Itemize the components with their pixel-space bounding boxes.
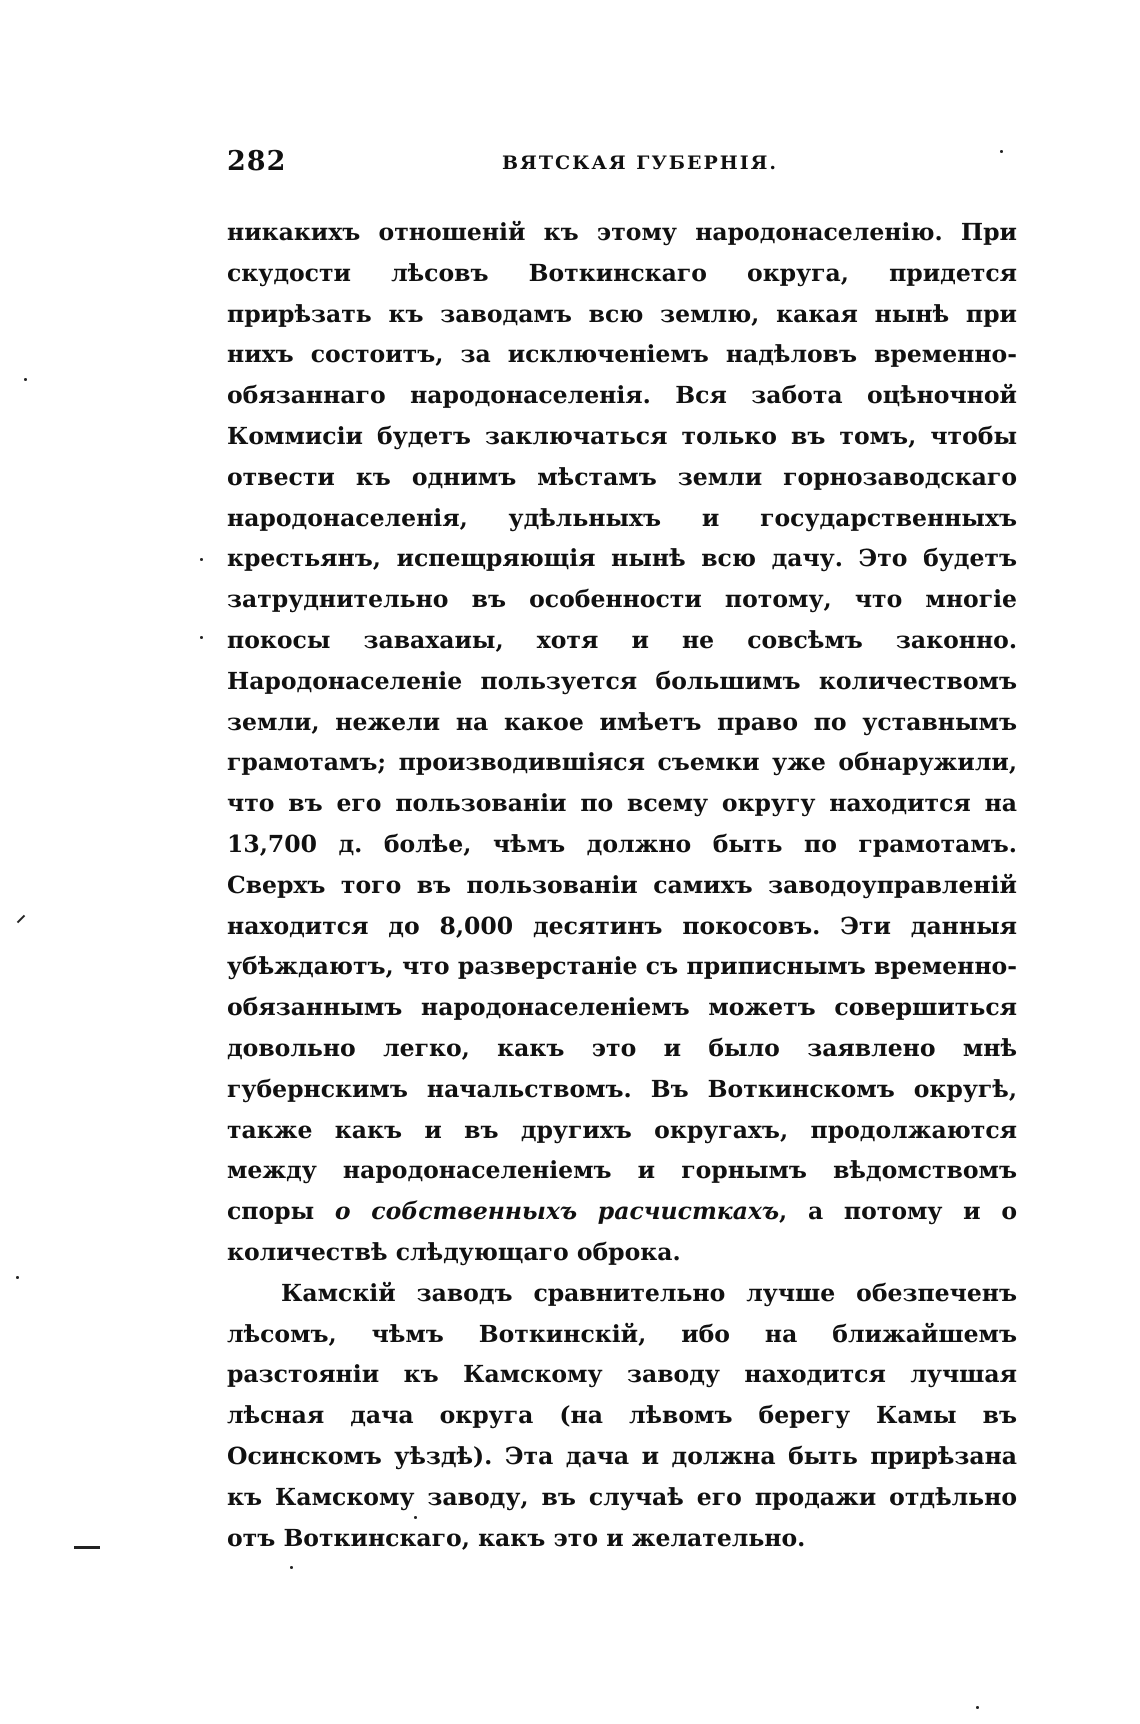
scan-artifact-dot xyxy=(200,636,203,639)
scan-artifact-dot xyxy=(1000,150,1003,153)
paragraph-2 xyxy=(227,1273,1017,1559)
scan-artifact-dot xyxy=(24,378,27,381)
scan-artifact-dot xyxy=(976,1706,979,1709)
scan-artifact-dot xyxy=(290,1566,293,1569)
scan-artifact-dot xyxy=(200,558,203,561)
paragraph-2-text: Камскій заводъ сравнительно лучше обезпеченъ лѣсомъ, чѣмъ Воткинскій, ибо на ближайшемъ разстояніи къ Камскому заводу находится лучшая лѣсная дача округа (на лѣвомъ берегу Камы въ Осинскомъ уѣздѣ). Эта дача и должна быть прирѣзана къ Камскому заводу, въ случаѣ его продажи отдѣльно отъ Воткинскаго, какъ это и желательно. xyxy=(227,1278,1017,1552)
paragraph-1 xyxy=(227,212,1017,1273)
scan-artifact-dot xyxy=(414,1516,417,1519)
scan-artifact-dot xyxy=(16,1276,19,1279)
paragraph-1-text: никакихъ отношеній къ этому народонаселенію. При скудости лѣсовъ Воткинскаго округа, придется прирѣзать къ заводамъ всю землю, какая нынѣ при нихъ состоитъ, за исключеніемъ надѣловъ временно-обязаннаго народонаселенія. Вся забота оцѣночной Коммисіи будетъ заключаться только въ томъ, чтобы отвести къ однимъ мѣстамъ земли горнозаводскаго народонаселенія, удѣльныхъ и государственныхъ крестьянъ, испещряющія нынѣ всю дачу. Это будетъ затруднительно въ особенности потому, что многіе покосы завахаиы, хотя и не совсѣмъ законно. Народонаселеніе пользуется большимъ количествомъ земли, нежели на какое имѣетъ право по уставнымъ грамотамъ; производившіяся съемки уже обнаружили, что въ его пользованіи по всему округу находится на 13,700 д. болѣе, чѣмъ должно быть по грамотамъ. Сверхъ того въ пользованіи самихъ заводоуправленій находится до 8,000 десятинъ покосовъ. Эти данныя убѣждаютъ, что разверстаніе съ приписнымъ временно-обязаннымъ народонаселеніемъ можетъ совершиться довольно легко, какъ это и было заявлено мнѣ губернскимъ начальствомъ. Въ Воткинскомъ округѣ, также какъ и въ другихъ округахъ, продолжаются между народонаселеніемъ и горнымъ вѣдомствомъ споры xyxy=(227,218,1017,1226)
page-header xyxy=(227,146,1017,186)
paragraph-1-end: , а потому и о количествѣ слѣдующаго оброка. xyxy=(227,1197,1017,1266)
body-text xyxy=(227,212,1017,1558)
page-number: 282 xyxy=(227,146,287,177)
scan-artifact-tick xyxy=(17,915,25,923)
paragraph-1-italic: о собственныхъ расчисткахъ xyxy=(334,1197,780,1226)
running-title: ВЯТСКАЯ ГУБЕРНІЯ. xyxy=(502,152,778,174)
scan-artifact-dash xyxy=(74,1546,100,1549)
